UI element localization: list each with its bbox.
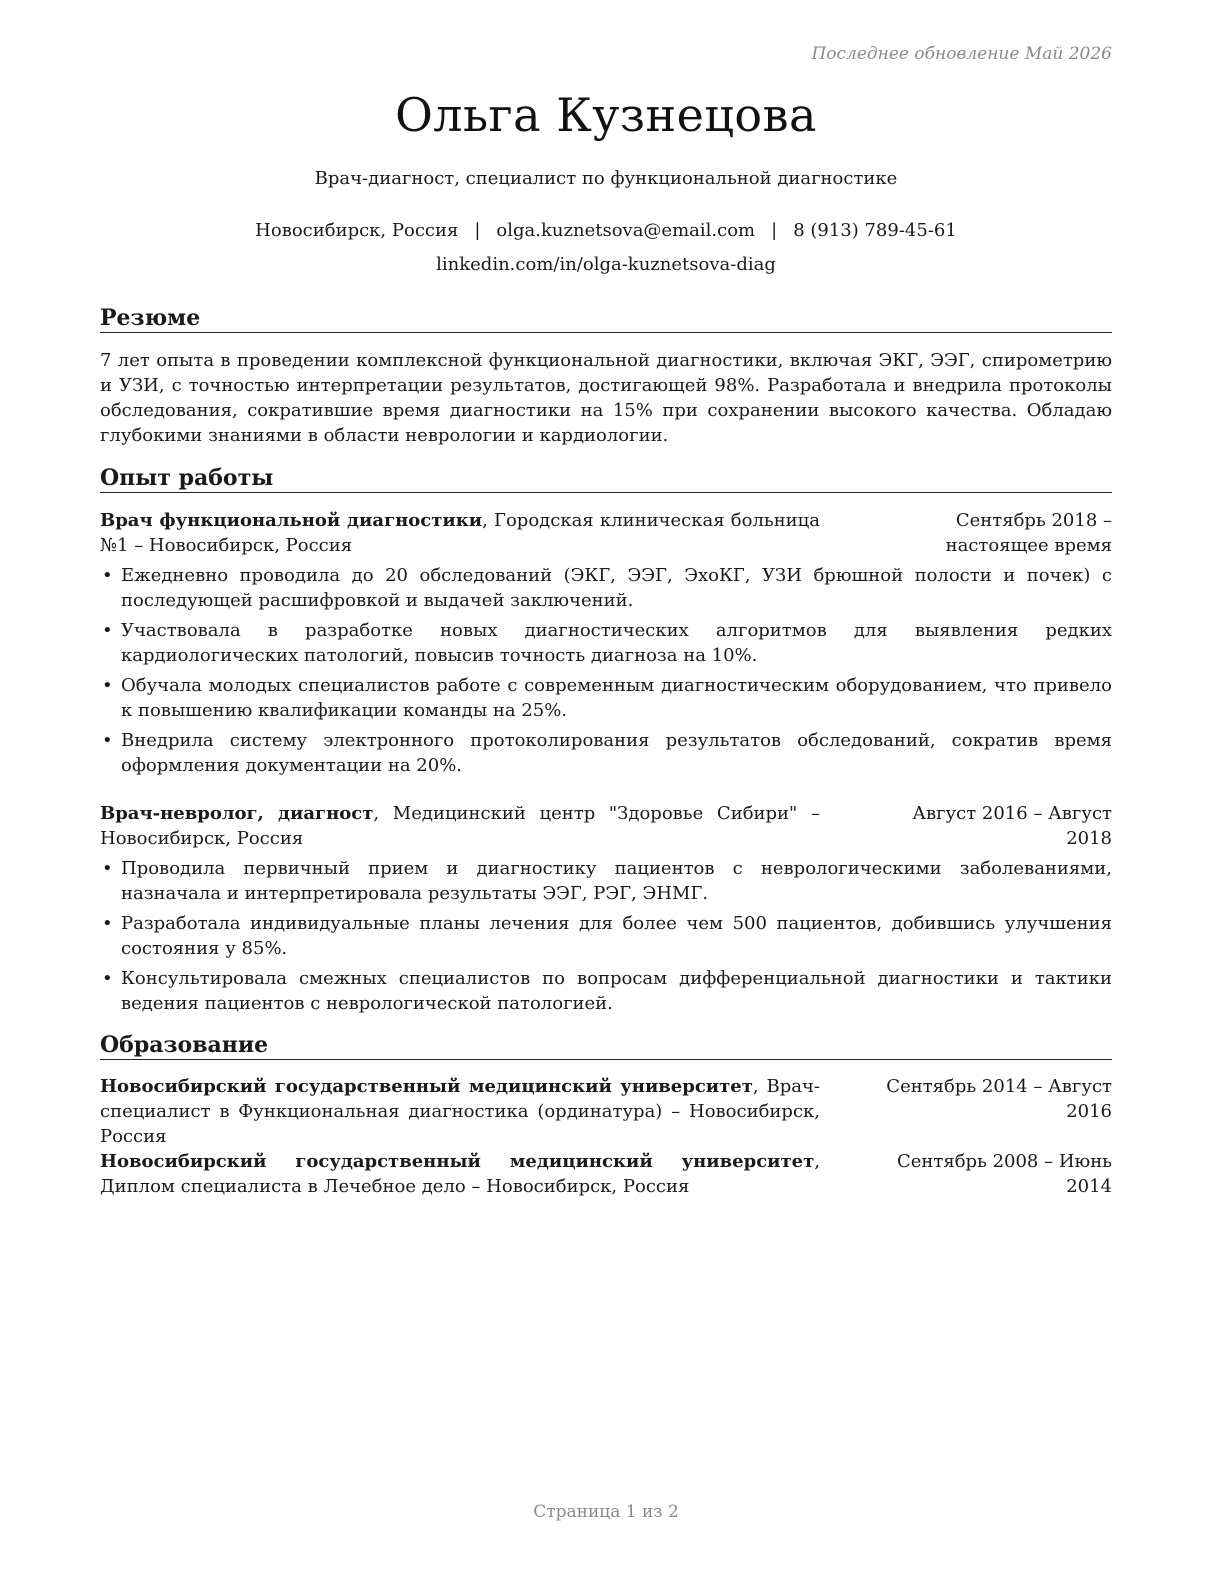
- section-title-education: Образование: [100, 1032, 1112, 1060]
- job-bullets: [100, 856, 1112, 1021]
- bullet-dot: •: [102, 620, 113, 641]
- job-details: , Медицинский центр "Здоровье Сибири" – Новосибирск, Россия: [100, 803, 820, 849]
- job-title: Врач-диагност, специалист по функциональной диагностике: [314, 168, 898, 189]
- separator: |: [474, 220, 481, 241]
- bullet-text: Консультировала смежных специалистов по вопросам дифференциальной диагностики и тактики ведения пациентов с неврологической патологией.: [121, 968, 1112, 1014]
- bullet-text: Проводила первичный прием и диагностику пациентов с неврологическими заболеваниями, назначала и интерпретировала результаты ЭЭГ, РЭГ, ЭНМГ.: [121, 858, 1112, 904]
- job-entry-header: [100, 508, 1112, 558]
- last-updated: Последнее обновление Май 2026: [811, 44, 1112, 64]
- summary-text: 7 лет опыта в проведении комплексной функциональной диагностики, включая ЭКГ, ЭЭГ, спирометрию и УЗИ, с точностью интерпретации результатов, достигающей 98%. Разработала и внедрила протоколы обследования, сократившие время диагностики на 15% при сохранении высокого качества. Обладаю глубокими знаниями в области неврологии и кардиологии.: [100, 350, 1112, 446]
- job-bullets: [100, 563, 1112, 783]
- bullet-text: Обучала молодых специалистов работе с современным диагностическим оборудованием, что привело к повышению квалификации команды на 25%.: [121, 675, 1112, 721]
- section-title-summary: Резюме: [100, 305, 1112, 333]
- job-heading: [100, 801, 820, 851]
- list-item: [100, 673, 1112, 723]
- job-heading: [100, 508, 820, 558]
- education-heading: [100, 1074, 820, 1149]
- email-link[interactable]: olga.kuznetsova@email.com: [496, 220, 756, 241]
- bullet-text: Разработала индивидуальные планы лечения для более чем 500 пациентов, добившись улучшения состояния у 85%.: [121, 913, 1112, 959]
- location: Новосибирск, Россия: [255, 220, 459, 241]
- bullet-dot: •: [102, 730, 113, 751]
- job-position: Врач-невролог, диагност: [100, 803, 374, 824]
- education-dates: Сентябрь 2008 – Июнь 2014: [896, 1151, 1112, 1197]
- education-entry: [100, 1074, 1112, 1149]
- education-entry: [100, 1149, 1112, 1199]
- section-title-experience: Опыт работы: [100, 465, 1112, 493]
- bullet-text: Участвовала в разработке новых диагностических алгоритмов для выявления редких кардиологических патологий, повысив точность диагноза на 10%.: [121, 620, 1112, 666]
- job-dates: Сентябрь 2018 – настоящее время: [945, 510, 1112, 556]
- institution-name: Новосибирский государственный медицинский университет: [100, 1151, 815, 1172]
- list-item: [100, 728, 1112, 778]
- job-entry-header: [100, 801, 1112, 851]
- phone: 8 (913) 789-45-61: [793, 220, 957, 241]
- list-item: [100, 563, 1112, 613]
- degree-details: , Врач-специалист в Функциональная диагностика (ординатура) – Новосибирск, Россия: [100, 1076, 820, 1147]
- page-number: Страница 1 из 2: [533, 1502, 679, 1522]
- job-details: , Городская клиническая больница №1 – Новосибирск, Россия: [100, 510, 820, 556]
- linkedin-link[interactable]: linkedin.com/in/olga-kuznetsova-diag: [436, 254, 776, 275]
- education-dates: Сентябрь 2014 – Август 2016: [886, 1076, 1112, 1122]
- list-item: [100, 856, 1112, 906]
- institution-name: Новосибирский государственный медицинский университет: [100, 1076, 753, 1097]
- bullet-dot: •: [102, 858, 113, 879]
- degree-details: , Диплом специалиста в Лечебное дело – Новосибирск, Россия: [100, 1151, 820, 1197]
- contact-line: [100, 220, 1112, 241]
- bullet-dot: •: [102, 913, 113, 934]
- bullet-dot: •: [102, 675, 113, 696]
- bullet-dot: •: [102, 968, 113, 989]
- bullet-text: Ежедневно проводила до 20 обследований (ЭКГ, ЭЭГ, ЭхоКГ, УЗИ брюшной полости и почек) с последующей расшифровкой и выдачей заключений.: [121, 565, 1112, 611]
- bullet-dot: •: [102, 565, 113, 586]
- resume-page: [100, 0, 1112, 1584]
- education-heading: [100, 1149, 820, 1199]
- bullet-text: Внедрила систему электронного протоколирования результатов обследований, сократив время оформления документации на 20%.: [121, 730, 1112, 776]
- list-item: [100, 618, 1112, 668]
- separator: |: [771, 220, 778, 241]
- job-dates: Август 2016 – Август 2018: [912, 803, 1112, 849]
- list-item: [100, 966, 1112, 1016]
- list-item: [100, 911, 1112, 961]
- job-position: Врач функциональной диагностики: [100, 510, 483, 531]
- candidate-name: Ольга Кузнецова: [395, 88, 817, 142]
